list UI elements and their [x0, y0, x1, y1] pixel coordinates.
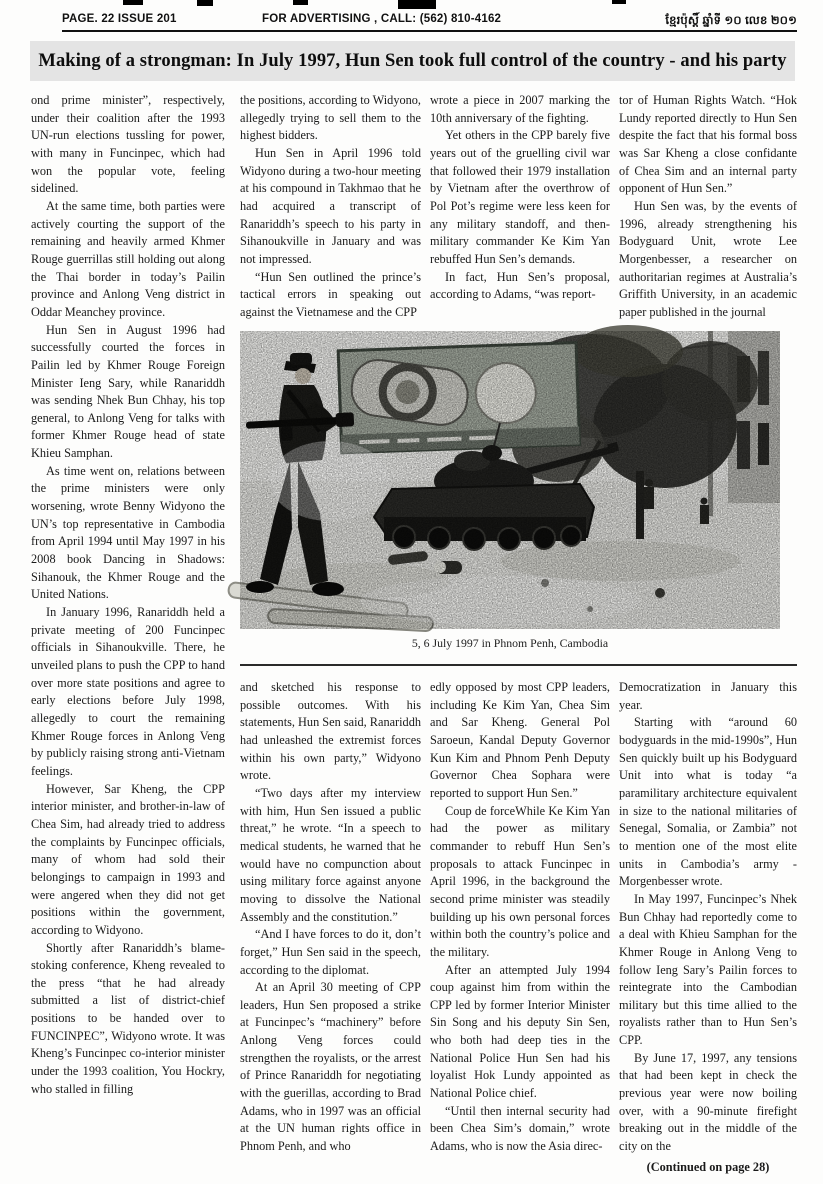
- paragraph: At the same time, both parties were actively courting the support of the remaining and heavily armed Khmer Rouge guerrillas still holding out along the Thai border in today’s Pailin province and Anlong Veng district in Oddar Meanchey province.: [31, 198, 225, 319]
- paragraph: After an attempted July 1994 coup against him from within the CPP led by former Interior Minister Sin Song and his deputy Sin Sen, who both had deep ties in the National Police Hun Sen had his loyalist Hok Lundy appointed as National Police chief.: [430, 962, 610, 1101]
- scan-artifact: [123, 0, 143, 5]
- paragraph: “Until then internal security had been Chea Sim’s domain,” wrote Adams, who is now the Asia direc-: [430, 1103, 610, 1154]
- news-photo: [240, 331, 780, 651]
- scan-artifact: [197, 0, 213, 6]
- paragraph: However, Sar Kheng, the CPP interior minister, and brother-in-law of Chea Sim, had already tried to address the complaints by Funcinpec officials, many of whom had sold their belongings to campaign in 1993 and were angered when they did not get positions within the government, according to Widyono.: [31, 781, 225, 937]
- masthead-rule: [62, 30, 797, 32]
- paragraph: In January 1996, Ranariddh held a private meeting of 200 Funcinpec officials in Sihanoukville. There, he unveiled plans to push the CPP to hand over more state positions and agree to early elections before July 1998, allegedly to court the remaining Khmer Rouge forces in Anlong Veng by publicly raising strong anti-Vietnam feelings.: [31, 605, 225, 778]
- news-photo-illustration: [240, 331, 780, 629]
- paragraph: At an April 30 meeting of CPP leaders, Hun Sen proposed a strike at Funcinpec’s “machinery” before Anlong Veng forces could strengthen the royalists, or the arrest of Prince Ranariddh for negotiating with the guerillas, according to Brad Adams, who in 1997 was an official at the UN human rights office in Phnom Penh, and who: [240, 980, 421, 1154]
- column-1: [31, 92, 225, 1152]
- paragraph: Hun Sen in August 1996 had successfully courted the forces in Pailin led by Khmer Rouge Foreign Minister Ieng Sary, while Ranariddh was sending Nhek Bun Chhay, his top general, to Anlong Veng for talks with former Khmer Rouge head of state Khieu Samphan.: [31, 322, 225, 461]
- paragraph: edly opposed by most CPP leaders, including Ke Kim Yan, Chea Sim and Sar Kheng. General Pol Saroeun, Kandal Deputy Governor Kun Kim and Phnom Penh Deputy Governor Chea Sophara were reported to support Hun Sen.”: [430, 680, 610, 800]
- advertising-contact: FOR ADVERTISING , CALL: (562) 810-4162: [262, 13, 502, 25]
- continued-note: (Continued on page 28): [646, 1159, 770, 1174]
- paragraph: “Two days after my interview with him, Hun Sen issued a public threat,” he wrote. “In a speech to medical students, he warned that he would have no compunction about using military force against anyone moving to dissolve the National Assembly and the constitution.”: [240, 785, 421, 924]
- paragraph: and sketched his response to possible outcomes. With his statements, Hun Sen said, Ranariddh had unleashed the extremist forces within his own party,” Widyono wrote.: [240, 680, 422, 783]
- paragraph: Yet others in the CPP barely five years out of the gruelling civil war that followed their 1979 installation by Vietnam after the overthrow of Pol Pot’s regime were less keen for any military standoff, and then-military commander Ke Kim Yan rebuffed Hun Sen’s demands.: [430, 128, 610, 266]
- paragraph: tor of Human Rights Watch. “Hok Lundy reported directly to Hun Sen despite the fact that his formal boss was Sar Kheng a close confidante of Chea Sim and an internal party opponent of Hun Sen.”: [619, 93, 797, 196]
- masthead-khmer: ខ្មែរប៉ុស្តិ៍ ឆ្នាំទី ១០ លេខ ២០១: [665, 15, 797, 27]
- column-2-bottom: [240, 679, 421, 1161]
- paragraph: wrote a piece in 2007 marking the 10th anniversary of the fighting.: [430, 93, 610, 125]
- scan-artifact: [612, 0, 626, 4]
- paragraph: In May 1997, Funcinpec’s Nhek Bun Chhay had reportedly come to a deal with Khieu Samphan for the Khmer Rouge in Anlong Veng to follow Ieng Sary’s Pailin forces to reintegrate into the Cambodian military but this time allied to the royalists rather than to Hun Sen’s CPP.: [619, 891, 797, 1048]
- paragraph: “Hun Sen outlined the prince’s tactical errors in speaking out against the Vietnamese and the CPP: [240, 269, 421, 319]
- paragraph: Coup de forceWhile Ke Kim Yan had the power as military commander to rebuff Hun Sen’s proposals to attack Funcinpec in April 1996, in the background the second prime minister was steadily building up his own personal forces within both the country’s police and the military.: [430, 803, 610, 959]
- paragraph: In fact, Hun Sen’s proposal, according to Adams, “was report-: [430, 269, 610, 302]
- column-3-top: [430, 92, 610, 332]
- column-4-top: [619, 92, 797, 332]
- headline-strip: [30, 41, 795, 81]
- photo-caption: 5, 6 July 1997 in Phnom Penh, Cambodia: [411, 636, 609, 650]
- scan-artifact: [293, 0, 308, 5]
- paragraph: ond prime minister”, respectively, under their coalition after the 1993 UN-run elections tussling for power, with many in Funcinpec, which had won the popular vote, feeling sidelined.: [31, 93, 225, 196]
- column-2-top: [240, 92, 421, 332]
- scan-artifact: [398, 0, 436, 9]
- article-headline: Making of a strongman: In July 1997, Hun Sen took full control of the country - and his party: [38, 50, 787, 71]
- paragraph: Starting with “around 60 bodyguards in the mid-1990s”, Hun Sen quickly built up his Bodyguard Unit into what is today “a paramilitary architecture equivalent in size to the national militaries of Senegal, Somalia, or Zambia” not to mention one of the most elite units in Cambodia’s army - Morgenbesser wrote.: [619, 715, 797, 889]
- caption-rule: [240, 664, 797, 666]
- page-issue-label: PAGE. 22 ISSUE 201: [62, 13, 177, 25]
- paragraph: “And I have forces to do it, don’t forget,” Hun Sen said in the speech, according to the diplomat.: [240, 927, 421, 977]
- column-4-bottom-paras: [619, 679, 797, 1156]
- paragraph: Hun Sen was, by the events of 1996, already strengthening his Bodyguard Unit, wrote Lee Morgenbesser, a researcher on authoritarian regimes at Australia’s Griffith University, in an academic paper published in the journal: [619, 198, 797, 319]
- paragraph: By June 17, 1997, any tensions that had been kept in check the previous year were now boiling over, with a 90-minute firefight breaking out in the middle of the city on the: [619, 1050, 797, 1154]
- column-4-bottom: [619, 679, 797, 1174]
- paragraph: the positions, according to Widyono, allegedly trying to sell them to the highest bidders.: [240, 93, 421, 143]
- paragraph: As time went on, relations between the prime ministers were only worsening, wrote Benny Widyono the UN’s top representative in Cambodia from April 1994 until May 1997 in his 2008 book Dancing in Shadows: Sihanouk, the Khmer Rouge and the United Nations.: [31, 463, 225, 602]
- paragraph: Shortly after Ranariddh’s blame-stoking conference, Kheng revealed to the press “that he had already submitted a list of district-chief positions to be handed over to FUNCINPEC”, Widyono wrote. It was Kheng’s Funcinpec co-interior minister under the 1993 coalition, You Hockry, who stalled in filling: [31, 940, 225, 1096]
- column-3-bottom: [430, 679, 610, 1161]
- paragraph: Democratization in January this year.: [619, 680, 797, 712]
- paragraph: Hun Sen in April 1996 told Widyono during a two-hour meeting at his compound in Takhmao that he had acquired a transcript of Ranariddh’s speech to his party in Sihanoukville in January and was not impressed.: [240, 145, 421, 266]
